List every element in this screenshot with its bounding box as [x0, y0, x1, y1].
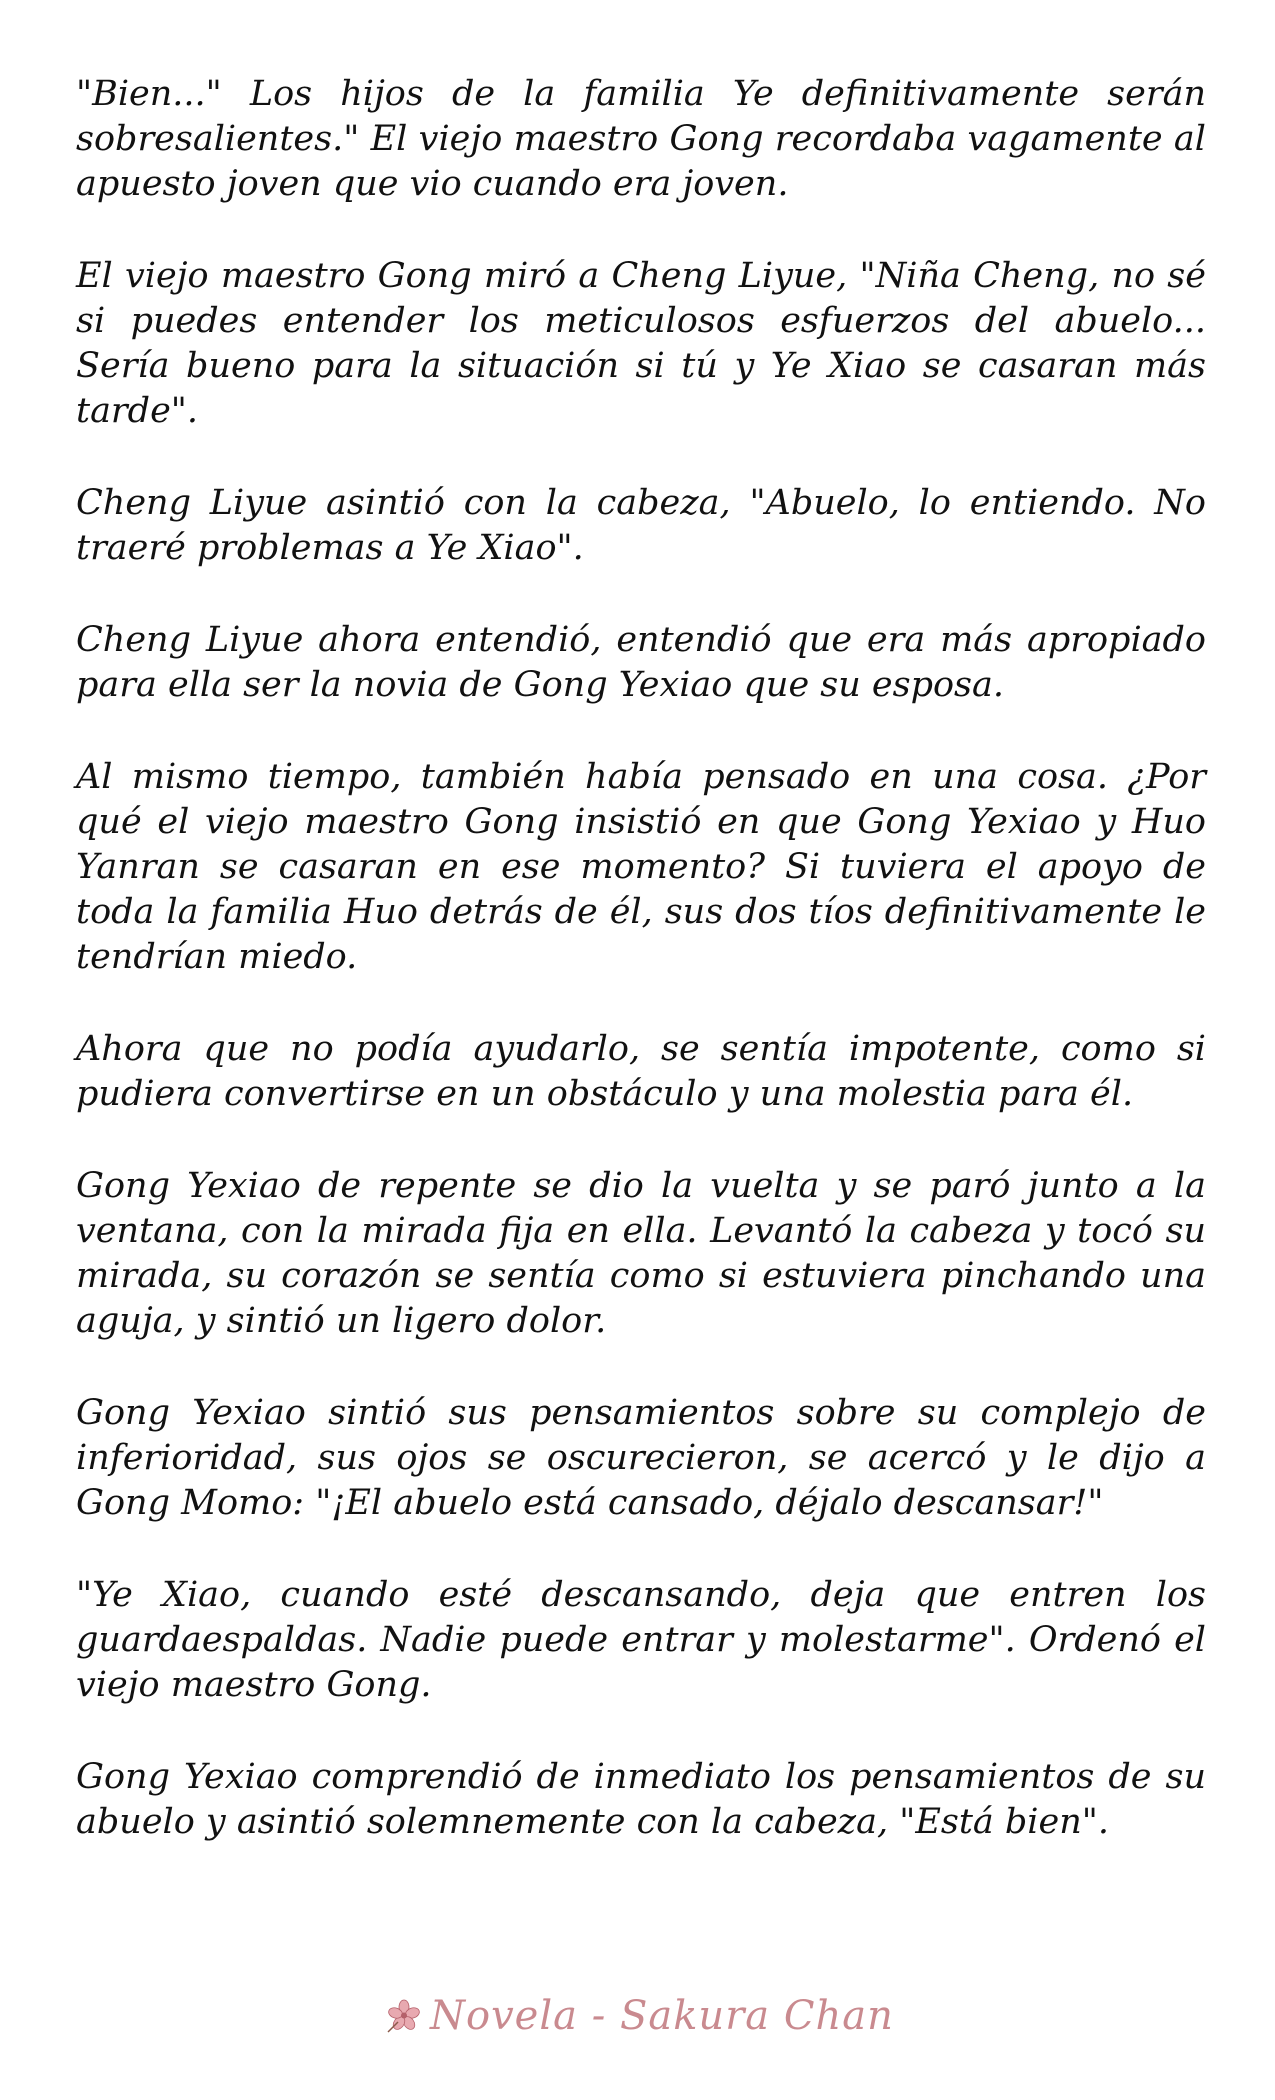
paragraph-8: Gong Yexiao sintió sus pensamientos sobre su complejo de inferioridad, sus ojos se oscurecieron, se acercó y le dijo a Gong Momo: "¡El abuelo está cansado, déjalo descansar!" — [76, 1393, 1206, 1523]
paragraph-3: Cheng Liyue asintió con la cabeza, "Abuelo, lo entiendo. No traeré problemas a Ye Xiao". — [76, 483, 1206, 568]
paragraph-5: Al mismo tiempo, también había pensado en una cosa. ¿Por qué el viejo maestro Gong insistió en que Gong Yexiao y Huo Yanran se casaran en ese momento? Si tuviera el apoyo de toda la familia Huo detrás de él, sus dos tíos definitivamente le tendrían miedo. — [76, 757, 1206, 977]
paragraph-10: Gong Yexiao comprendió de inmediato los pensamientos de su abuelo y asintió solemnemente con la cabeza, "Está bien". — [76, 1757, 1206, 1842]
paragraph-2: El viejo maestro Gong miró a Cheng Liyue, "Niña Cheng, no sé si puedes entender los meticulosos esfuerzos del abuelo... Sería bueno para la situación si tú y Ye Xiao se casaran más tarde". — [76, 256, 1206, 431]
document-body — [76, 72, 1206, 1892]
paragraph-7: Gong Yexiao de repente se dio la vuelta y se paró junto a la ventana, con la mirada fija en ella. Levantó la cabeza y tocó su mirada, su corazón se sentía como si estuviera pinchando una aguja, y sintió un ligero dolor. — [76, 1166, 1206, 1341]
sakura-blossom-icon — [384, 1996, 424, 2036]
paragraph-4: Cheng Liyue ahora entendió, entendió que era más apropiado para ella ser la novia de Gong Yexiao que su esposa. — [76, 620, 1206, 705]
paragraph-9: "Ye Xiao, cuando esté descansando, deja que entren los guardaespaldas. Nadie puede entrar y molestarme". Ordenó el viejo maestro Gong. — [76, 1575, 1206, 1705]
watermark — [384, 1993, 894, 2039]
watermark-text: Novela - Sakura Chan — [430, 1993, 894, 2039]
paragraph-6: Ahora que no podía ayudarlo, se sentía impotente, como si pudiera convertirse en un obstáculo y una molestia para él. — [76, 1029, 1206, 1114]
paragraph-1: "Bien..." Los hijos de la familia Ye definitivamente serán sobresalientes." El viejo maestro Gong recordaba vagamente al apuesto joven que vio cuando era joven. — [76, 74, 1206, 204]
